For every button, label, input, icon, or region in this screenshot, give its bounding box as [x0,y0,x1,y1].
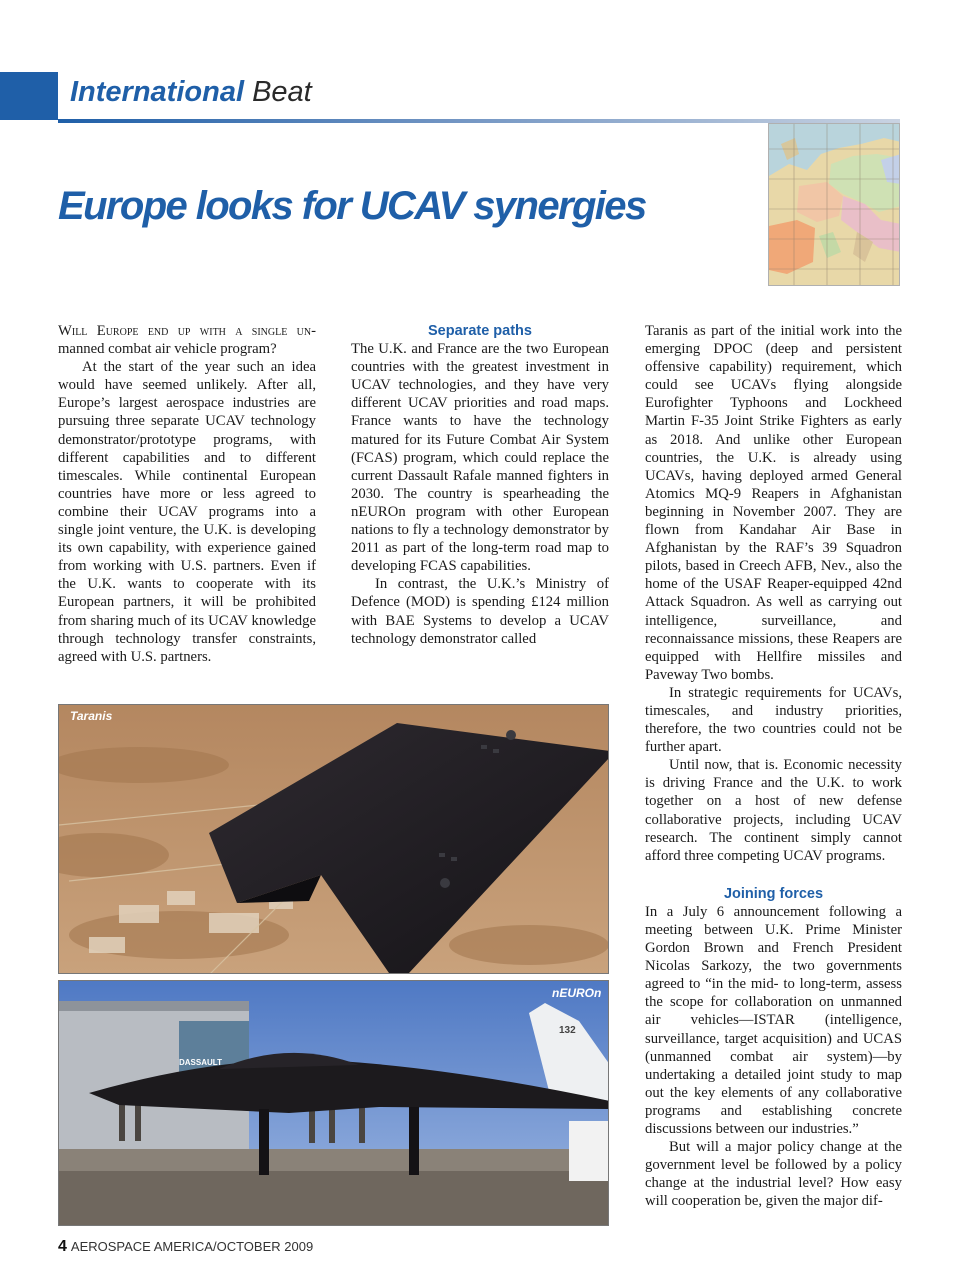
section-title-bold: International [70,76,245,108]
subhead-separate-paths: Separate paths [428,323,532,339]
lead-rest: manned combat air vehicle program? [58,341,277,358]
paragraph: In contrast, the U.K.’s Ministry of Defence (MOD) is spending £124 million with BAE Systems to develop a UCAV technology demonstrator called [351,576,609,647]
section-title-light: Beat [252,76,312,108]
text-column-1 [58,322,316,666]
spacer [645,865,902,885]
paragraph: The U.K. and France are the two European countries with the greatest investment in UCAV technologies, and they have very different UCAV priorities and road maps. France wants to have the technology matured for its Future Combat Air System (FCAS) program, which could replace the current Dassault Rafale manned fighters in 2030. The country is spearheading the nEUROn program with other European nations to fly a technology demonstrator by 2011 as part of the long-term road map to developing FCAS capabilities. [351,341,609,575]
page-number: 4 [58,1238,67,1255]
text-column-2 [351,322,609,648]
page-footer [58,1238,313,1256]
paragraph: Taranis as part of the initial work into the emerging DPOC (deep and persistent offensive capability) requirement, which could see UCAVs flying alongside Eurofighter Typhoons and Lockheed Martin F-35 Joint Strike Fighters as early as 2018. And unlike other European countries, the U.K. is already using UCAVs, having deployed armed General Atomics MQ-9 Reapers in Afghanistan beginning in November 2007. They are flown from Kandahar Air Base in Afghanistan by the RAF’s 39 Squadron pilots, based in Creech AFB, Nev., also the home of the USAF Reaper-equipped 42nd Attack Squadron. As well as carrying out intelligence, surveillance, and reconnaissance missions, these Reapers are equipped with Hellfire missiles and Paveway Two bombs. [645,323,902,683]
paragraph: In strategic requirements for UCAVs, timescales, and industry priorities, therefore, the two countries could not be further apart. [645,684,902,756]
paragraph: In a July 6 announcement following a meeting between U.K. Prime Minister Gordon Brown and French President Nicolas Sarkozy, the two governments agreed to “in the mid- to long-term, assess the scope for collaboration on unmanned air vehicles—ISTAR (intelligence, surveillance, target acquisition) and UCAS (unmanned combat air system)—by undertaking a detailed joint study to map out the key elements of any collaborative programs and establishing concrete discussions between our industries.” [645,903,902,1138]
neuron-illustration [59,981,609,1226]
neuron-photo [58,980,609,1226]
photo-caption-neuron: nEUROn [552,986,602,1000]
section-color-block [0,72,58,120]
europe-map-image [768,123,900,286]
taranis-photo [58,704,609,974]
publication-line: AEROSPACE AMERICA/OCTOBER 2009 [70,1239,314,1254]
subhead-joining-forces: Joining forces [723,885,824,902]
paragraph: But will a major policy change at the government level be followed by a policy change at the industrial level? How easy will cooperation be, given the major dif- [645,1139,902,1210]
tail-number: 132 [559,1025,576,1036]
lead-smallcaps: Will Europe end up with a single un- [58,323,316,339]
article-headline: Europe looks for UCAV synergies [58,184,646,228]
lead-paragraph [58,322,316,358]
photo-caption-taranis: Taranis [70,709,113,723]
text-column-3 [645,322,902,1211]
paragraph: Until now, that is. Economic necessity is driving France and the U.K. to work together on a host of new defense collaborative projects, including UCAV research. The continent simply cannot afford three competing UCAV programs. [645,757,902,864]
hangar-sign: DASSAULT [179,1058,222,1067]
europe-map-graphic [769,124,900,286]
section-title [70,76,312,109]
taranis-illustration [59,705,609,974]
paragraph: At the start of the year such an idea would have seemed unlikely. After all, Europe’s largest aerospace industries are pursuing three separate UCAV technology demonstrator/prototype programs, with different capabilities and to different timescales. While continental European countries have more or less agreed to combine their UCAV programs into a single joint venture, the U.K. is developing its own capability, with experience gained from working with U.S. partners. Even if the U.K. wants to cooperate with its European partners, it will be prohibited from sharing much of its UCAV knowledge through technology transfer constraints, agreed with U.S. partners. [58,359,316,665]
